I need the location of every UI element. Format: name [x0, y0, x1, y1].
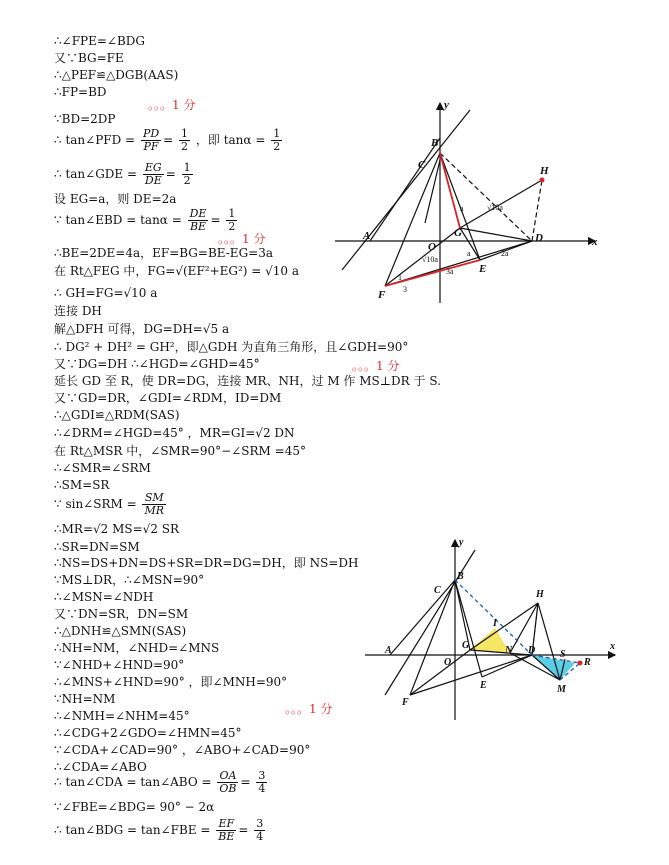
yellow-triangle-gin: [470, 628, 510, 653]
label-f: F: [378, 289, 386, 301]
proof-line: ∴△PEF≌△DGB(AAS): [54, 68, 179, 82]
proof-line: ∴MR=√2 MS=√2 SR: [54, 522, 180, 536]
fraction-numerator: DE: [189, 207, 207, 220]
fraction-numerator: 3: [258, 769, 266, 782]
segment-g-h: [470, 603, 538, 650]
formula-text: ，即 tanα =: [195, 133, 266, 147]
formula-text: ∴ tan∠CDA = tan∠ABO =: [54, 775, 212, 789]
label-2a: 2a: [501, 249, 509, 258]
proof-line: ∴ DG² + DH² = GH²，即△GDH 为直角三角形，且∠GDH=90°: [54, 340, 409, 354]
proof-line: ∴∠NMH=∠NHM=45°: [54, 709, 190, 723]
geometry-figure-2: [360, 535, 620, 725]
proof-line: 又∵DG=DH ∴∠HGD=∠GHD=45°: [54, 357, 260, 371]
proof-line: ∴ GH=FG=√10 a: [54, 286, 158, 300]
fraction-denominator: DE: [144, 174, 162, 187]
proof-line: ∴∠SMR=∠SRM: [54, 461, 151, 475]
proof-line: 延长 GD 至 R，使 DR=DG，连接 MR、NH，过 M 作 MS⊥DR 于 S.: [54, 374, 441, 388]
label-a: A: [385, 645, 392, 656]
segment-c-f: [385, 153, 440, 286]
formula-tan-cda: ∴ tan∠CDA = tan∠ABO = $\frac{OA}{OB}$ = $\frac{3}{4}$: [54, 769, 266, 795]
fraction-denominator: 2: [228, 220, 236, 233]
label-d: D: [528, 645, 536, 656]
fraction-denominator: MR: [144, 504, 165, 517]
label-m: M: [557, 684, 566, 695]
label-d: D: [535, 232, 543, 244]
label-n: N: [505, 645, 513, 656]
line-ab: [342, 110, 470, 270]
label-h: H: [536, 589, 544, 600]
fraction-numerator: 3: [256, 817, 264, 830]
proof-line: ∴∠CDG+2∠GDO=∠HMN=45°: [54, 726, 242, 740]
label-h: H: [540, 165, 549, 177]
fraction-denominator: PF: [143, 140, 159, 153]
proof-line: ∴NH=NM，∠NHD=∠MNS: [54, 641, 220, 655]
proof-line: ∴∠FPE=∠BDG: [54, 34, 145, 48]
label-e: E: [480, 680, 487, 691]
proof-line: ∵NH=NM: [54, 692, 116, 706]
label-o: O: [428, 241, 436, 253]
label-b: B: [431, 137, 439, 149]
formula-tan-bdg: ∴ tan∠BDG = tan∠FBE = $\frac{EF}{BE}$ = $\frac{3}{4}$: [54, 817, 264, 843]
label-c: C: [434, 585, 441, 596]
proof-line: ∵BD=2DP: [54, 112, 116, 126]
proof-line: ∴NS=DS+DN=DS+SR=DR=DG=DH，即 NS=DH: [54, 556, 359, 570]
fraction-numerator: SM: [142, 492, 166, 505]
fraction-denominator: BE: [189, 220, 207, 233]
formula-sin-srm: [54, 492, 168, 517]
line-cf-ext: [425, 160, 440, 223]
proof-line: ∴∠MNS+∠HND=90° ，即∠MNH=90°: [54, 675, 288, 689]
proof-line: ∴∠MSN=∠NDH: [54, 590, 154, 604]
proof-line: ∴SM=SR: [54, 478, 110, 492]
proof-line: ∴SR=DN=SM: [54, 540, 140, 554]
formula-tan-ebd: ∵ tan∠EBD = tanα = $\frac{DE}{BE}$ = $\frac{1}{2}$: [54, 207, 236, 233]
formula-text: ∴ tan∠PFD =: [54, 133, 136, 147]
segment-f-d: [410, 655, 532, 695]
formula-tan-gde: ∴ tan∠GDE = $\frac{EG}{DE}$ = $\frac{1}{2}$: [54, 161, 191, 187]
fraction-denominator: 2: [181, 140, 189, 153]
fraction-numerator: OA: [217, 770, 238, 783]
label-sqrt10a-gh: √10a: [487, 203, 503, 212]
formula-text: ∴ tan∠BDG = tan∠FBE =: [54, 823, 211, 837]
label-y: y: [459, 537, 464, 548]
proof-line: 解△DFH 可得，DG=DH=√5 a: [54, 322, 230, 336]
score-mark: 。。。1 分: [148, 98, 196, 112]
proof-line: 在 Rt△FEG 中，FG=√(EF²+EG²) = √10 a: [54, 264, 300, 278]
proof-line: ∴BE=2DE=4a，EF=BG=BE-EG=3a: [54, 246, 273, 260]
label-c: C: [418, 159, 426, 171]
label-s: S: [560, 649, 566, 660]
label-3a: 3a: [446, 267, 454, 276]
geometry-figure-1: [330, 98, 605, 308]
label-f: F: [402, 697, 409, 708]
proof-line: ∵MS⊥DR，∴∠MSN=90°: [54, 573, 205, 587]
formula-text: ∴ tan∠GDE =: [54, 167, 138, 181]
proof-line: ∴FP=BD: [54, 85, 107, 99]
fraction-denominator: 2: [273, 140, 281, 153]
fraction-numerator: 1: [273, 127, 281, 140]
label-x: x: [610, 641, 615, 652]
formula-text: ∵ tan∠EBD = tanα =: [54, 213, 182, 227]
label-x: x: [592, 236, 598, 248]
proof-line: ∵∠CDA+∠CAD=90° ，∠ABO+∠CAD=90°: [54, 743, 311, 757]
fraction-denominator: 4: [256, 830, 264, 843]
fraction-denominator: OB: [219, 782, 237, 795]
label-g: G: [454, 227, 462, 239]
proof-line: 又∵DN=SR，DN=SM: [54, 607, 189, 621]
fraction-numerator: EF: [216, 818, 236, 831]
fraction-numerator: 1: [228, 207, 236, 220]
point-r: [578, 661, 583, 666]
label-e: E: [479, 263, 487, 275]
fraction-denominator: BE: [218, 830, 235, 843]
label-y: y: [444, 99, 449, 111]
fraction-numerator: PD: [142, 127, 160, 140]
score-mark: 。。。1 分: [218, 232, 266, 246]
proof-line: 设 EG=a，则 DE=2a: [54, 192, 177, 206]
score-mark: 。。。1 分: [285, 702, 333, 716]
proof-line: 又∵GD=DR，∠GDI=∠RDM，ID=DM: [54, 391, 282, 405]
label-3: 3: [403, 285, 407, 294]
fraction-numerator: 1: [181, 127, 189, 140]
proof-line: 连接 DH: [54, 304, 102, 318]
segment-b-a: [390, 580, 455, 655]
proof-line: ∵∠NHD+∠HND=90°: [54, 658, 185, 672]
label-a-bg: a: [460, 204, 464, 213]
label-a: A: [363, 230, 371, 242]
red-segment-b-g: [440, 153, 460, 228]
point-h: [540, 178, 545, 183]
formula-tan-pfd: ∴ tan∠PFD = $\frac{PD}{PF}$ = $\frac{1}{2}$ ，即 tanα = $\frac{1}{2}$: [54, 127, 281, 153]
label-b: B: [457, 571, 464, 582]
segment-b-a: [370, 138, 440, 241]
label-o: O: [444, 657, 452, 668]
proof-line: 在 Rt△MSR 中，∠SMR=90°−∠SRM =45°: [54, 444, 306, 458]
proof-line: ∴△DNH≌△SMN(SAS): [54, 624, 187, 638]
proof-line: ∵∠FBE=∠BDG= 90° − 2α: [54, 800, 215, 814]
label-1: 1: [398, 273, 402, 282]
label-sqrt10a-fg: √10a: [422, 255, 438, 264]
label-a-ge: a: [467, 249, 471, 258]
fraction-numerator: EG: [143, 162, 164, 175]
proof-line: ∴∠DRM=∠HGD=45° ，MR=GI=√2 DN: [54, 426, 295, 440]
proof-line: 又∵BG=FE: [54, 51, 124, 65]
proof-line: ∴△GDI≌△RDM(SAS): [54, 408, 180, 422]
fraction-denominator: 2: [183, 174, 191, 187]
label-r: R: [584, 657, 591, 668]
segment-e-d: [482, 655, 532, 677]
proof-line: ∴∠CDA=∠ABO: [54, 760, 147, 774]
label-i: I: [493, 618, 497, 629]
label-g: G: [462, 640, 470, 651]
fraction-denominator: 4: [258, 782, 266, 795]
score-mark: 。。。1 分: [352, 359, 400, 373]
segment-b-e: [455, 580, 482, 677]
fraction-numerator: 1: [183, 161, 191, 174]
formula-text: ∵ sin∠SRM =: [54, 497, 137, 511]
